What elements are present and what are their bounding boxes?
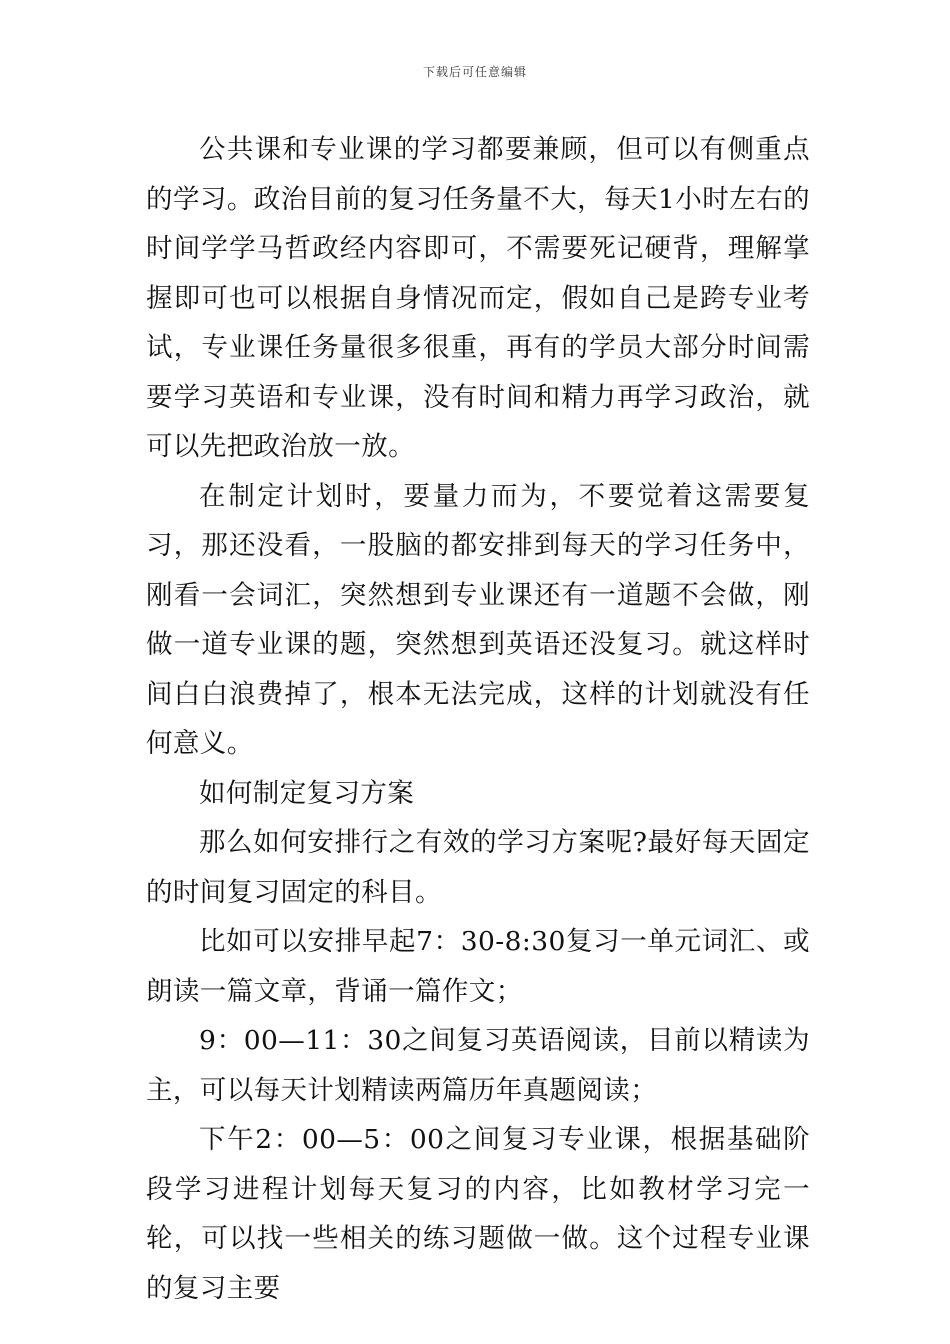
document-body <box>146 125 810 1313</box>
paragraph: 公共课和专业课的学习都要兼顾，但可以有侧重点的学习。政治目前的复习任务量不大，每天1小时左右的时间学学马哲政经内容即可，不需要死记硬背，理解掌握即可也可以根据自身情况而定，假如自己是跨专业考试，专业课任务量很多很重，再有的学员大部分时间需要学习英语和专业课，没有时间和精力再学习政治，就可以先把政治放一放。 <box>146 134 810 462</box>
paragraph: 比如可以安排早起7：30-8:30复习一单元词汇、或朗读一篇文章，背诵一篇作文； <box>146 926 810 1007</box>
page-header: 下载后可任意编辑 <box>422 65 527 79</box>
paragraph: 9：00—11：30之间复习英语阅读，目前以精读为主，可以每天计划精读两篇历年真题阅读； <box>146 1025 810 1106</box>
paragraph: 在制定计划时，要量力而为，不要觉着这需要复习，那还没看，一股脑的都安排到每天的学习任务中，刚看一会词汇，突然想到专业课还有一道题不会做，刚做一道专业课的题，突然想到英语还没复习。就这样时间白白浪费掉了，根本无法完成，这样的计划就没有任何意义。 <box>146 480 810 759</box>
paragraph: 下午2：00—5：00之间复习专业课，根据基础阶段学习进程计划每天复习的内容，比如教材学习完一轮，可以找一些相关的练习题做一做。这个过程专业课的复习主要 <box>146 1124 810 1304</box>
paragraph: 那么如何安排行之有效的学习方案呢?最好每天固定的时间复习固定的科目。 <box>146 827 810 908</box>
section-heading: 如何制定复习方案 <box>199 777 415 809</box>
